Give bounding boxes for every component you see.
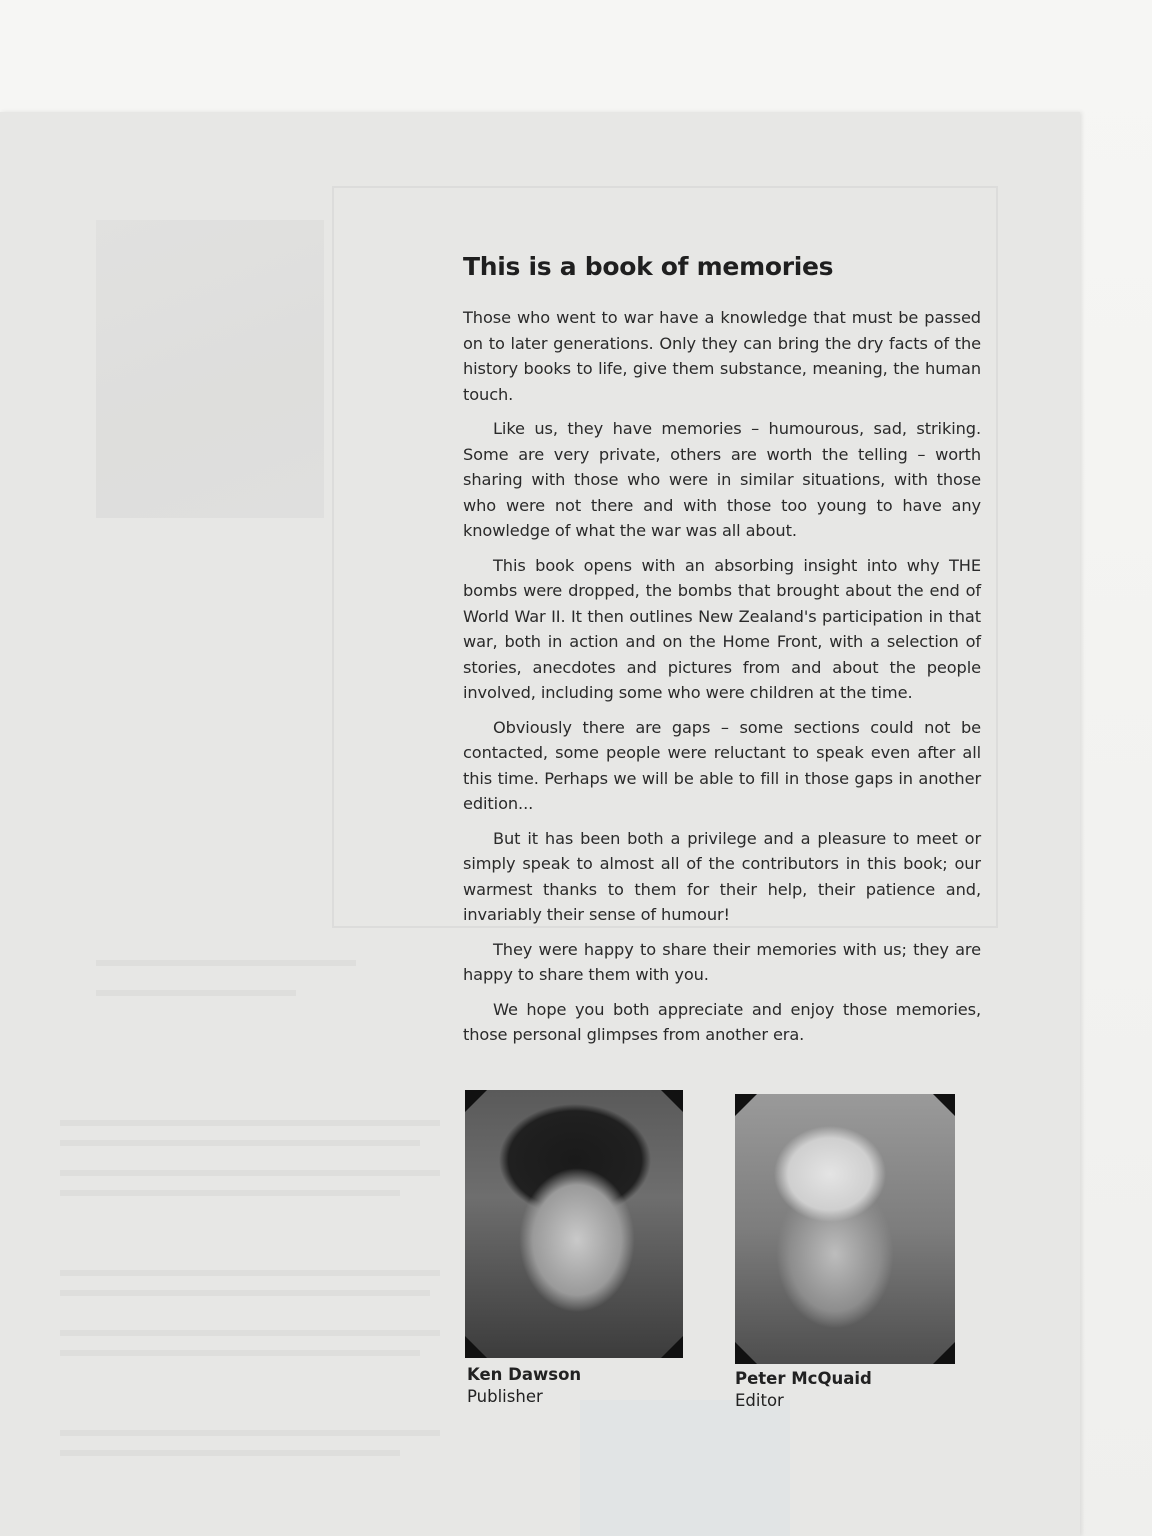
article-paragraph: They were happy to share their memories with us; they are happy to share them with you. [463,939,981,984]
show-through-line [60,1270,440,1276]
article-paragraph: Those who went to war have a knowledge that must be passed on to later generations. Only they can bring the dry facts of the history books to life, give them substance, meaning, the human touch. [463,308,981,404]
photo-corner [735,1094,757,1116]
photo-ken-dawson [465,1090,683,1358]
show-through-line [60,1190,400,1196]
show-through-line [60,1140,420,1146]
caption-peter-mcquaid [735,1368,872,1412]
show-through-photo [96,220,324,518]
show-through-line [60,1330,440,1336]
article-paragraph: We hope you both appreciate and enjoy those memories, those personal glimpses from another era. [463,999,981,1044]
show-through-line [60,1350,420,1356]
show-through-block [580,1400,790,1536]
photo-corner [735,1342,757,1364]
photo-corner [661,1090,683,1112]
photo-corner [661,1336,683,1358]
photo-peter-mcquaid [735,1094,955,1364]
contributor-name: Ken Dawson [467,1365,582,1384]
photo-corner [933,1342,955,1364]
show-through-line [60,1450,400,1456]
contributor-name: Peter McQuaid [735,1369,872,1388]
show-through-line [60,1120,440,1126]
article-paragraph: This book opens with an absorbing insight into why THE bombs were dropped, the bombs that brought about the end of World War II. It then outlines New Zealand's participation in that war, both in action and on the Home Front, with a selection of stories, anecdotes and pictures from and about the people involved, including some who were children at the time. [463,555,981,702]
photo-corner [465,1336,487,1358]
article-title: This is a book of memories [463,252,834,281]
contributor-role: Publisher [467,1387,543,1406]
show-through-line [60,1170,440,1176]
article [463,252,981,1057]
photo-corner [465,1090,487,1112]
show-through-line [60,1430,440,1436]
show-through-line [96,960,356,966]
photo-corner [933,1094,955,1116]
show-through-line [96,990,296,996]
contributor-role: Editor [735,1391,784,1410]
article-paragraph: Obviously there are gaps – some sections could not be contacted, some people were reluctant to speak even after all this time. Perhaps we will be able to fill in those gaps in another edition... [463,717,981,813]
article-paragraph: Like us, they have memories – humourous, sad, striking. Some are very private, others are worth the telling – worth sharing with those who were in similar situations, with those who were not there and with those too young to have any knowledge of what the war was all about. [463,419,981,540]
contributor-photos [465,1090,965,1420]
caption-ken-dawson [467,1364,581,1408]
article-paragraph: But it has been both a privilege and a pleasure to meet or simply speak to almost all of the contributors in this book; our warmest thanks to them for their help, their patience and, invariably their sense of humour! [463,828,981,924]
show-through-line [60,1290,430,1296]
